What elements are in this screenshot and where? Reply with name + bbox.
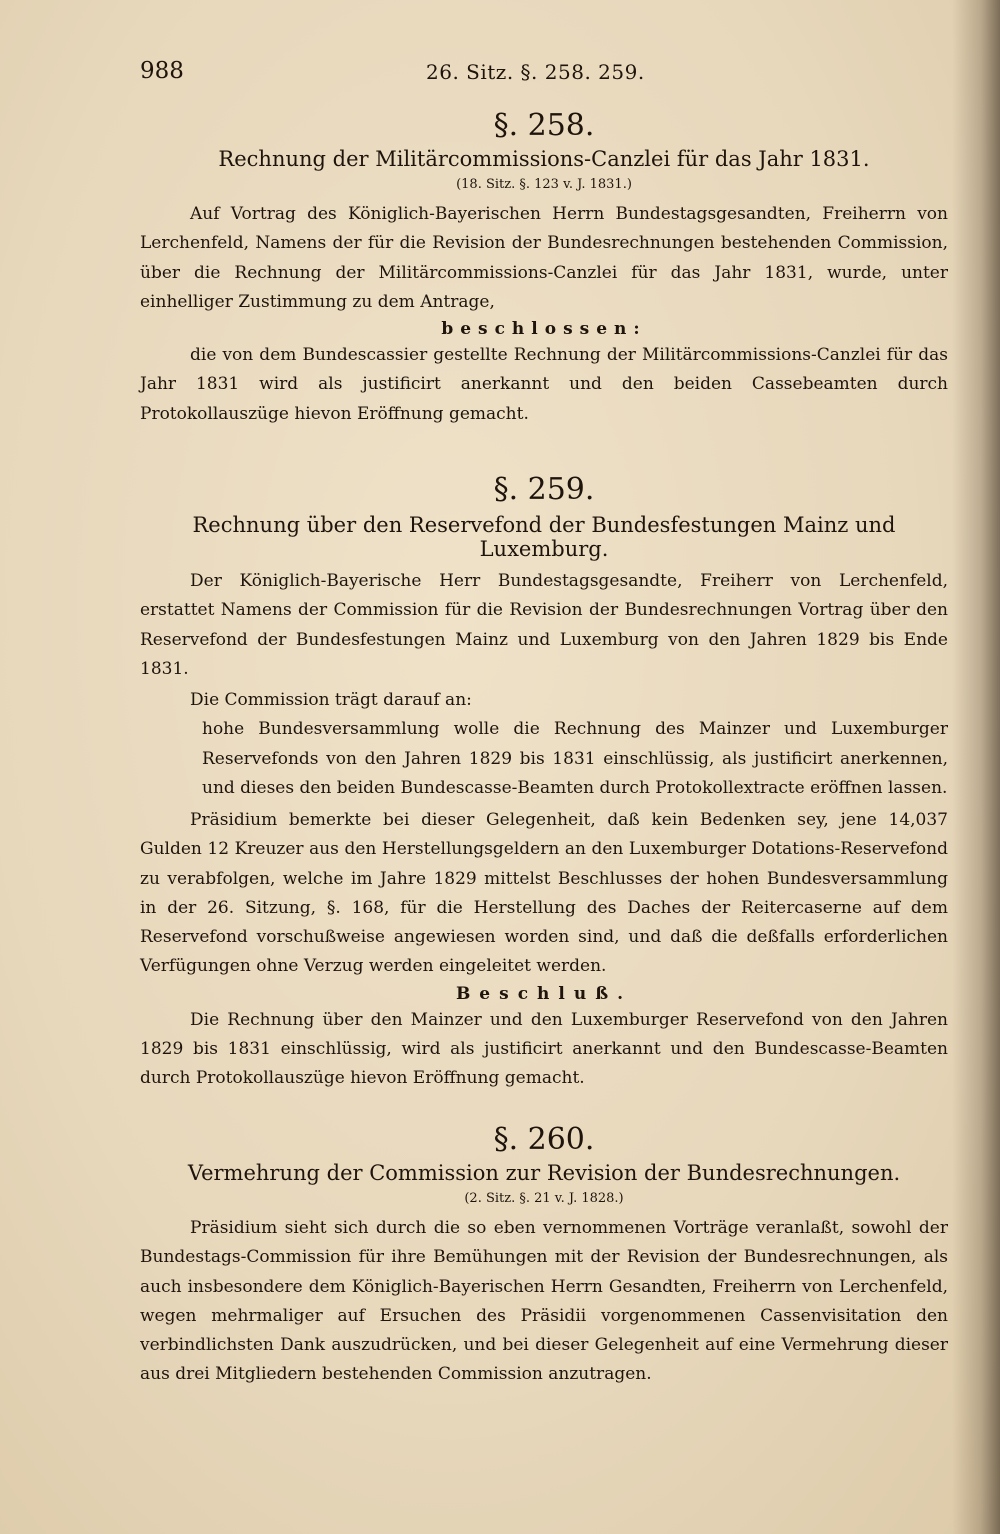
page-number: 988 xyxy=(140,58,184,84)
decision-word: beschlossen: xyxy=(441,319,647,340)
presidium-text: Präsidium bemerkte bei dieser Gelegenheit, daß kein Bedenken sey, jene 14,037 Gulden 12 Kreuzer aus den Herstellungsgeldern an den Luxemburger Dotations-Reservefond zu verabfolgen, welche im Jahre 1829 mittelst Beschlusses der hohen Bundesversammlung in der 26. Sitzung, §. 168, für die Herstellung des Daches der Reitercaserne auf dem Reservefond vorschußweise angewiesen worden sind, und daß die deßfalls erforderlichen Verfügungen ohne Verzug werden eingeleitet werden. xyxy=(140,809,948,977)
section-number: §. 260. xyxy=(493,1122,595,1157)
section-title: Rechnung der Militärcommissions-Canzlei für das Jahr 1831. xyxy=(218,147,870,171)
section-reference: (18. Sitz. §. 123 v. J. 1831.) xyxy=(456,177,632,192)
section-reference: (2. Sitz. §. 21 v. J. 1828.) xyxy=(464,1191,624,1206)
section-260 xyxy=(140,1122,948,1390)
section-number: §. 258. xyxy=(493,108,595,143)
page-edge-shadow xyxy=(952,0,1000,1534)
section-text: Präsidium sieht sich durch die so eben vernommenen Vorträge veranlaßt, sowohl der Bundestags-Commission für ihre Bemühungen mit der Revision der Bundesrechnungen, als auch insbesondere dem Königlich-Bayerischen Herrn Gesandten, Freiherrn von Lerchenfeld, wegen mehrmaliger auf Ersuchen des Präsidii vorgenommenen Cassenvisitation den verbindlichsten Dank auszudrücken, und bei dieser Gelegenheit auf eine Vermehrung dieser aus drei Mitgliedern bestehenden Commission anzutragen. xyxy=(140,1218,948,1385)
page-header xyxy=(140,58,950,94)
section-intro: Der Königlich-Bayerische Herr Bundestagsgesandte, Freiherr von Lerchenfeld, erstattet Namens der Commission für die Revision der Bundesrechnungen Vortrag über den Reservefond der Bundesfestungen Mainz und Luxemburg von den Jahren 1829 bis Ende 1831. xyxy=(140,571,948,679)
section-258 xyxy=(140,108,948,429)
section-259 xyxy=(140,472,948,1094)
section-number: §. 259. xyxy=(493,472,595,507)
decision-text: Die Rechnung über den Mainzer und den Luxemburger Reservefond von den Jahren 1829 bis 1831 einschlüssig, wird als justificirt anerkannt und den Bundescasse-Beamten durch Protokollauszüge hievon Eröffnung gemacht. xyxy=(140,1009,948,1089)
decision-word: Beschluß. xyxy=(455,983,633,1004)
proposal-lead: Die Commission trägt darauf an: xyxy=(190,690,472,711)
running-head: 26. Sitz. §. 258. 259. xyxy=(426,60,645,84)
section-intro: Auf Vortrag des Königlich-Bayerischen Herrn Bundestagsgesandten, Freiherrn von Lerchenfeld, Namens der für die Revision der Bundesrechnungen bestehenden Commission, über die Rechnung der Militärcommissions-Canzlei für das Jahr 1831, wurde, unter einhelliger Zustimmung zu dem Antrage, xyxy=(140,204,948,312)
decision-text: die von dem Bundescassier gestellte Rechnung der Militärcommissions-Canzlei für das Jahr 1831 wird als justificirt anerkannt und den beiden Cassebeamten durch Protokollauszüge hievon Eröffnung gemacht. xyxy=(140,345,948,424)
section-title: Vermehrung der Commission zur Revision der Bundesrechnungen. xyxy=(187,1161,901,1185)
proposal-text: hohe Bundesversammlung wolle die Rechnung des Mainzer und Luxemburger Reservefonds von den Jahren 1829 bis 1831 einschlüssig, als justificirt anerkennen, und dieses den beiden Bundescasse-Beamten durch Protokollextracte eröffnen lassen. xyxy=(202,719,948,799)
section-title: Rechnung über den Reservefond der Bundesfestungen Mainz und Luxemburg. xyxy=(192,513,896,561)
